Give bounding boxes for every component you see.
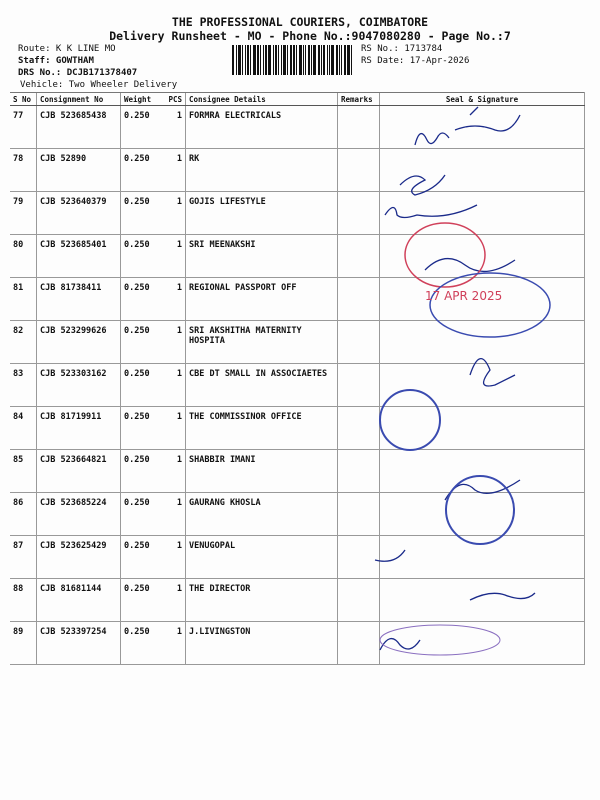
table-row [10, 450, 585, 493]
cell-sno: 79 [10, 192, 37, 235]
cell-remarks [338, 579, 380, 622]
table-row [10, 364, 585, 407]
col-seal: Seal & Signature [380, 93, 585, 106]
cell-seal [380, 450, 585, 493]
col-consignee: Consignee Details [186, 93, 338, 106]
barcode-bar [296, 45, 297, 75]
cell-consignee: GOJIS LIFESTYLE [186, 192, 338, 235]
cell-sno: 85 [10, 450, 37, 493]
cell-consignee: REGIONAL PASSPORT OFF [186, 278, 338, 321]
table-row [10, 106, 585, 149]
barcode-bar [290, 45, 292, 75]
barcode-bar [268, 45, 271, 75]
barcode-bar [257, 45, 259, 75]
cell-consignee: THE COMMISSINOR OFFICE [186, 407, 338, 450]
date-stamp: 17 APR 2025 [425, 289, 503, 303]
barcode-bar [232, 45, 234, 75]
barcode-bar [347, 45, 350, 75]
table-row [10, 622, 585, 665]
barcode-bar [308, 45, 310, 75]
cell-sno: 81 [10, 278, 37, 321]
cell-weight: 0.250 [121, 106, 162, 149]
cell-consignment: CJB 523397254 [37, 622, 121, 665]
cell-weight: 0.250 [121, 278, 162, 321]
cell-consignee: CBE DT SMALL IN ASSOCIAETES [186, 364, 338, 407]
table-row [10, 192, 585, 235]
cell-consignee: SRI MEENAKSHI [186, 235, 338, 278]
barcode-bar [265, 45, 267, 75]
cell-consignment: CJB 523685224 [37, 493, 121, 536]
barcode-bar [311, 45, 312, 75]
barcode-bar [313, 45, 316, 75]
cell-seal [380, 536, 585, 579]
cell-pcs: 1 [161, 493, 186, 536]
barcode-bar [250, 45, 251, 75]
barcode-bar [327, 45, 328, 75]
cell-sno: 82 [10, 321, 37, 364]
cell-consignment: CJB 523664821 [37, 450, 121, 493]
table-row [10, 407, 585, 450]
table-row [10, 278, 585, 321]
cell-seal [380, 278, 585, 321]
col-weight: Weight [121, 93, 162, 106]
cell-pcs: 1 [161, 536, 186, 579]
cell-pcs: 1 [161, 149, 186, 192]
cell-weight: 0.250 [121, 407, 162, 450]
barcode-bar [273, 45, 274, 75]
cell-consignee: FORMRA ELECTRICALS [186, 106, 338, 149]
cell-pcs: 1 [161, 106, 186, 149]
cell-sno: 86 [10, 493, 37, 536]
cell-consignee: SRI AKSHITHA MATERNITY HOSPITA [186, 321, 338, 364]
cell-consignment: CJB 52890 [37, 149, 121, 192]
cell-weight: 0.250 [121, 235, 162, 278]
cell-seal [380, 622, 585, 665]
drs-number: DRS No.: DCJB171378407 [18, 68, 138, 78]
cell-sno: 84 [10, 407, 37, 450]
table-row [10, 493, 585, 536]
vehicle: Vehicle: Two Wheeler Delivery [20, 80, 178, 90]
barcode-bar [253, 45, 256, 75]
barcode-bar [318, 45, 320, 75]
cell-remarks [338, 106, 380, 149]
cell-remarks [338, 278, 380, 321]
cell-weight: 0.250 [121, 321, 162, 364]
table-row [10, 579, 585, 622]
cell-consignment: CJB 81681144 [37, 579, 121, 622]
barcode-bar [341, 45, 342, 75]
cell-consignment: CJB 523303162 [37, 364, 121, 407]
cell-weight: 0.250 [121, 450, 162, 493]
barcode-bar [339, 45, 340, 75]
table-row [10, 149, 585, 192]
barcode-bar [247, 45, 249, 75]
barcode-bar [321, 45, 322, 75]
barcode-bar [236, 45, 237, 75]
cell-pcs: 1 [161, 579, 186, 622]
barcode-bar [242, 45, 243, 75]
cell-seal [380, 149, 585, 192]
barcode-bar [245, 45, 246, 75]
barcode-bar [263, 45, 264, 75]
cell-sno: 77 [10, 106, 37, 149]
cell-weight: 0.250 [121, 364, 162, 407]
route: Route: K K LINE MO [18, 44, 116, 54]
barcode-bar [287, 45, 288, 75]
barcode-bar [299, 45, 302, 75]
cell-pcs: 1 [161, 192, 186, 235]
cell-weight: 0.250 [121, 579, 162, 622]
cell-weight: 0.250 [121, 622, 162, 665]
barcode-bar [336, 45, 338, 75]
rs-date: RS Date: 17-Apr-2026 [361, 56, 470, 66]
barcode-bar [278, 45, 279, 75]
company-title: THE PROFESSIONAL COURIERS, COIMBATORE [171, 15, 429, 29]
cell-remarks [338, 407, 380, 450]
barcode [232, 45, 357, 75]
table-header [10, 93, 585, 106]
barcode-bar [351, 45, 352, 75]
barcode-bar [303, 45, 304, 75]
cell-seal [380, 579, 585, 622]
cell-seal [380, 493, 585, 536]
cell-pcs: 1 [161, 278, 186, 321]
cell-weight: 0.250 [121, 192, 162, 235]
barcode-bar [275, 45, 277, 75]
barcode-bar [238, 45, 241, 75]
cell-remarks [338, 192, 380, 235]
cell-pcs: 1 [161, 364, 186, 407]
barcode-bar [260, 45, 261, 75]
cell-remarks [338, 235, 380, 278]
table-row [10, 536, 585, 579]
cell-remarks [338, 149, 380, 192]
barcode-bar [323, 45, 325, 75]
table-row [10, 235, 585, 278]
staff: Staff: GOWTHAM [18, 56, 94, 66]
cell-sno: 88 [10, 579, 37, 622]
cell-consignee: SHABBIR IMANI [186, 450, 338, 493]
cell-consignee: J.LIVINGSTON [186, 622, 338, 665]
cell-remarks [338, 321, 380, 364]
cell-consignment: CJB 523299626 [37, 321, 121, 364]
cell-remarks [338, 450, 380, 493]
col-sno: S No [10, 93, 37, 106]
col-consignment: Consignment No [37, 93, 121, 106]
barcode-bar [281, 45, 282, 75]
cell-sno: 78 [10, 149, 37, 192]
barcode-bar [329, 45, 330, 75]
barcode-bar [344, 45, 346, 75]
cell-seal [380, 364, 585, 407]
barcode-bar [331, 45, 334, 75]
barcode-bar [305, 45, 306, 75]
cell-consignment: CJB 523685401 [37, 235, 121, 278]
cell-pcs: 1 [161, 407, 186, 450]
cell-pcs: 1 [161, 235, 186, 278]
barcode-bar [283, 45, 286, 75]
cell-pcs: 1 [161, 450, 186, 493]
cell-consignment: CJB 81738411 [37, 278, 121, 321]
cell-remarks [338, 622, 380, 665]
cell-consignee: THE DIRECTOR [186, 579, 338, 622]
rs-number: RS No.: 1713784 [361, 44, 443, 54]
cell-consignment: CJB 523625429 [37, 536, 121, 579]
cell-consignee: VENUGOPAL [186, 536, 338, 579]
cell-consignee: RK [186, 149, 338, 192]
cell-pcs: 1 [161, 321, 186, 364]
cell-consignee: GAURANG KHOSLA [186, 493, 338, 536]
cell-weight: 0.250 [121, 536, 162, 579]
runsheet-table [10, 92, 585, 665]
cell-weight: 0.250 [121, 493, 162, 536]
cell-remarks [338, 364, 380, 407]
cell-seal [380, 235, 585, 278]
table-row [10, 321, 585, 364]
cell-consignment: CJB 523685438 [37, 106, 121, 149]
cell-consignment: CJB 523640379 [37, 192, 121, 235]
col-remarks: Remarks [338, 93, 380, 106]
cell-sno: 80 [10, 235, 37, 278]
cell-sno: 87 [10, 536, 37, 579]
cell-consignment: CJB 81719911 [37, 407, 121, 450]
cell-sno: 89 [10, 622, 37, 665]
barcode-bar [293, 45, 295, 75]
cell-remarks [338, 536, 380, 579]
cell-remarks [338, 493, 380, 536]
cell-pcs: 1 [161, 622, 186, 665]
cell-seal [380, 106, 585, 149]
cell-weight: 0.250 [121, 149, 162, 192]
cell-seal [380, 192, 585, 235]
cell-seal [380, 321, 585, 364]
cell-sno: 83 [10, 364, 37, 407]
cell-seal [380, 407, 585, 450]
runsheet-subtitle: Delivery Runsheet - MO - Phone No.:9047080280 - Page No.:7 [109, 29, 511, 43]
col-pcs: PCS [161, 93, 186, 106]
